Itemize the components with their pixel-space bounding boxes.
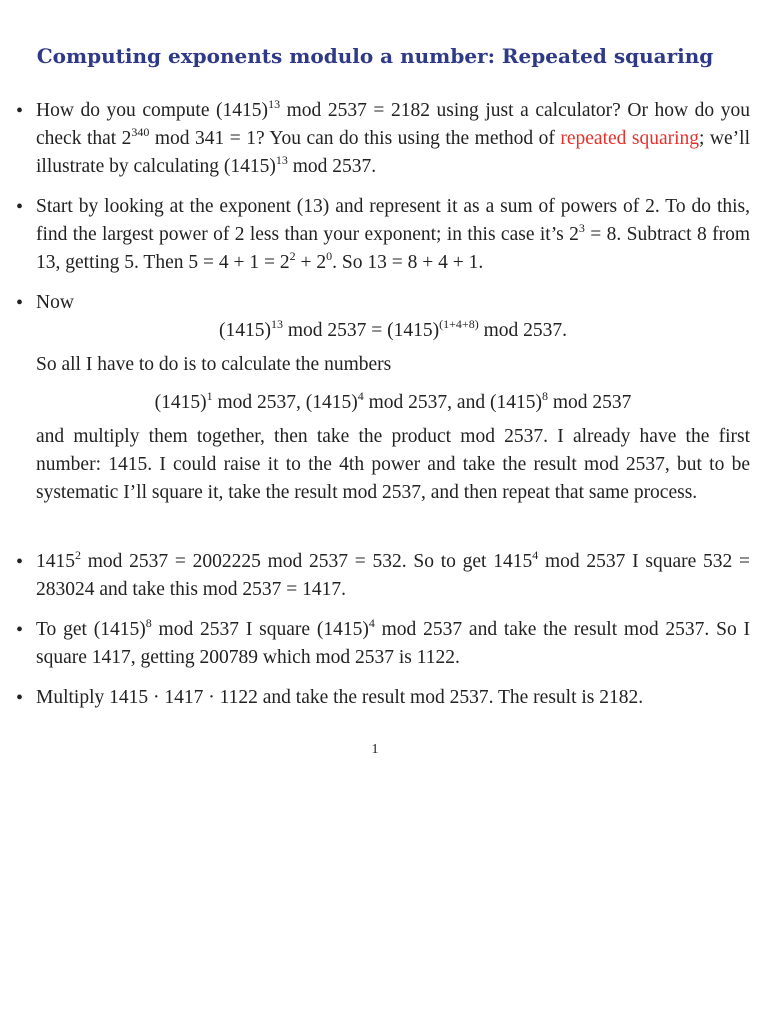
- bullet-icon: •: [16, 292, 24, 314]
- bullet-icon: •: [16, 196, 24, 218]
- text: = 8. Subtract 8 from 13, getting 5. Then 5 = 4 + 1 = 2: [36, 224, 750, 273]
- text: 1415: [36, 551, 75, 572]
- superscript: 4: [532, 548, 539, 562]
- bullet-icon: •: [16, 619, 24, 641]
- text: mod 2537 = 2002225 mod 2537 = 532. So to get 1415: [81, 551, 533, 572]
- text: Multiply 1415 · 1417 · 1122 and take the result mod 2537. The result is 2182.: [36, 687, 644, 708]
- text: ; we’ll illustrate by calculating (1415): [36, 128, 750, 177]
- superscript: 13: [268, 97, 281, 111]
- bullet-icon: •: [16, 687, 24, 709]
- text: . So 13 = 8 + 4 + 1.: [332, 252, 484, 273]
- superscript: 3: [578, 221, 585, 235]
- bullet-icon: •: [16, 551, 24, 573]
- bullet-item-2: [16, 193, 750, 277]
- text: mod 2537 = 2182 using just a calculator? Or how do you check that 2: [36, 100, 750, 149]
- text: How do you compute (1415): [36, 100, 269, 121]
- equation-2: $(1415)^1$ mod 2537, $(1415)^4$ mod 2537, and $(1415)^8$ mod 2537: [154, 389, 632, 413]
- superscript: 0: [326, 249, 333, 263]
- superscript: 13: [275, 153, 288, 167]
- superscript: 8: [145, 616, 152, 630]
- superscript: 4: [368, 616, 375, 630]
- text: So all I have to do is to calculate the numbers: [36, 354, 392, 375]
- bullet-item-1: [16, 97, 750, 181]
- superscript: 2: [289, 249, 296, 263]
- now-label: Now: [36, 292, 74, 313]
- text: and multiply them together, then take the product mod 2537. I already have the first number: 1415. I could raise it to the 4th power and take the result mod 2537, but to be systematic I’ll square it, take the result mod 2537, and then repeat that same process.: [36, 426, 750, 503]
- bullet-item-6: [16, 684, 750, 712]
- superscript: 2: [75, 548, 81, 562]
- superscript: 340: [131, 125, 150, 139]
- text: To get (1415): [36, 619, 146, 640]
- text: mod 2537.: [287, 156, 377, 177]
- bullet-item-5: [16, 616, 750, 672]
- equation-1: $(1415)^{13}$ mod $2537 = (1415)^{(1+4+8)}$ mod 2537.: [219, 317, 567, 341]
- bullet-item-4: [16, 548, 750, 604]
- text: mod 2537 and take the result mod 2537. So I square 1417, getting 200789 which mod 2537 is 1122.: [36, 619, 750, 668]
- page-title: Computing exponents modulo a number: Repeated squaring: [36, 44, 714, 68]
- text: mod 2537 I square 532 = 283024 and take this mod 2537 = 1417.: [36, 551, 750, 600]
- repeated-squaring-link[interactable]: repeated squaring: [560, 128, 700, 149]
- page-number: 1: [371, 742, 379, 757]
- text: mod 2537 I square (1415): [151, 619, 369, 640]
- text: Start by looking at the exponent (13) and represent it as a sum of powers of 2. To do this, find the largest power of 2 less than your exponent; in this case it’s 2: [36, 196, 750, 245]
- text: mod 341 = 1? You can do this using the method of: [149, 128, 561, 149]
- bullet-icon: •: [16, 100, 24, 122]
- text: + 2: [295, 252, 327, 273]
- bullet-item-3: [16, 289, 750, 507]
